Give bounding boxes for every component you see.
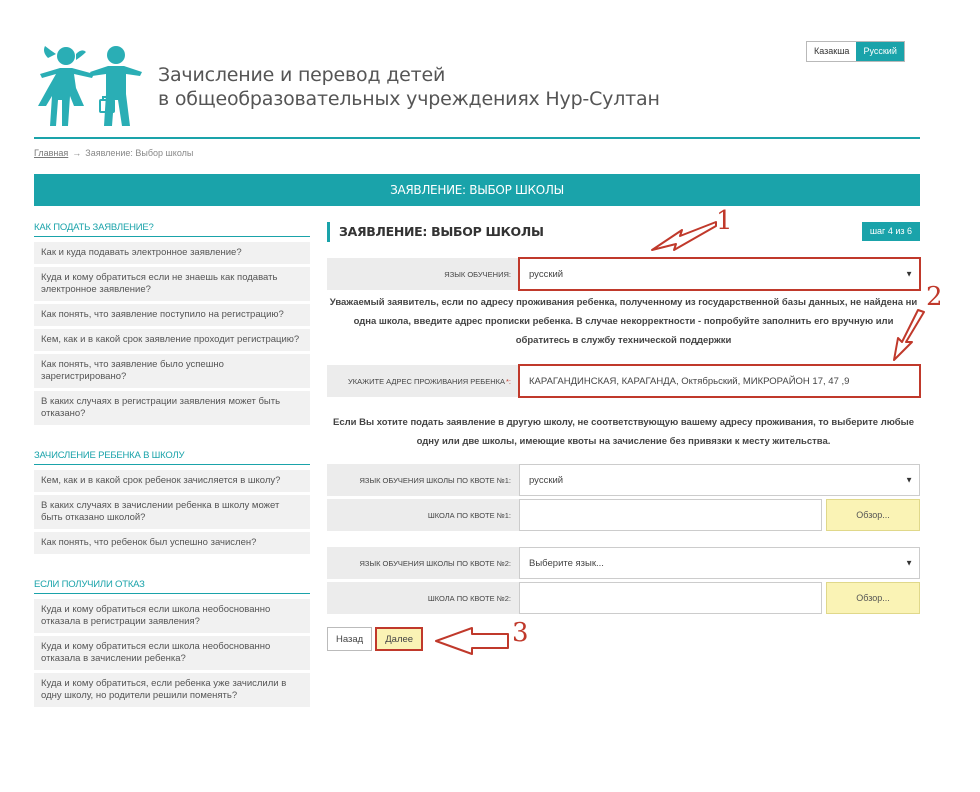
quota1-school-label: ШКОЛА ПО КВОТЕ №1: [327,499,519,531]
chevron-down-icon: ▼ [905,558,913,568]
quota1-language-row [327,464,920,496]
address-input[interactable]: КАРАГАНДИНСКАЯ, КАРАГАНДА, Октябрьский, МИКРОРАЙОН 17, 47 ,9 [519,365,920,397]
sidebar [34,222,310,710]
sidebar-item[interactable]: Как и куда подавать электронное заявление? [34,242,310,264]
address-label [327,365,519,397]
annotation-number-3: 3 [512,618,529,648]
site-title [158,63,660,111]
sidebar-item[interactable]: В каких случаях в зачислении ребенка в школу может быть отказано школой? [34,495,310,529]
sidebar-item[interactable]: В каких случаях в регистрации заявления может быть отказано? [34,391,310,425]
site-title-line1: Зачисление и перевод детей [158,64,446,86]
quota1-browse-button[interactable]: Обзор... [826,499,920,531]
sidebar-item[interactable]: Куда и кому обратиться если не знаешь как подавать электронное заявление? [34,267,310,301]
lang-kazakh-button[interactable]: Казакша [807,42,856,61]
annotation-arrow-1 [640,212,720,258]
breadcrumb-home-link[interactable]: Главная [34,148,69,158]
quota1-language-value: русский [529,474,564,486]
quota2-school-label: ШКОЛА ПО КВОТЕ №2: [327,582,519,614]
chevron-down-icon: ▼ [905,269,913,279]
quota2-browse-button[interactable]: Обзор... [826,582,920,614]
chevron-down-icon: ▼ [905,475,913,485]
quota1-school-input[interactable] [519,499,822,531]
required-mark: *: [505,376,511,386]
language-select-value: русский [529,268,564,280]
form-actions [327,627,423,651]
header-divider [34,137,920,139]
breadcrumb-current: Заявление: Выбор школы [85,148,194,158]
quota2-school-row [327,582,920,614]
sidebar-heading: ЕСЛИ ПОЛУЧИЛИ ОТКАЗ [34,579,310,594]
sidebar-heading: ЗАЧИСЛЕНИЕ РЕБЕНКА В ШКОЛУ [34,450,310,465]
children-logo-icon [36,44,146,128]
sidebar-item[interactable]: Куда и кому обратиться, если ребенка уже зачислили в одну школу, но родители решили поменять? [34,673,310,707]
address-row [327,365,920,397]
page-banner: ЗАЯВЛЕНИЕ: ВЫБОР ШКОЛЫ [34,174,920,206]
sidebar-group-enrollment [34,450,310,554]
sidebar-item[interactable]: Как понять, что заявление поступило на регистрацию? [34,304,310,326]
sidebar-heading: КАК ПОДАТЬ ЗАЯВЛЕНИЕ? [34,222,310,237]
sidebar-item[interactable]: Как понять, что заявление было успешно зарегистрировано? [34,354,310,388]
lang-russian-button[interactable]: Русский [856,42,903,61]
quota2-language-row [327,547,920,579]
language-switch [806,41,905,62]
sidebar-item[interactable]: Кем, как и в какой срок ребенок зачисляется в школу? [34,470,310,492]
quota2-language-label: ЯЗЫК ОБУЧЕНИЯ ШКОЛЫ ПО КВОТЕ №2: [327,547,519,579]
site-title-line2: в общеобразовательных учреждениях Нур-Султан [158,88,660,110]
annotation-number-1: 1 [716,206,733,236]
language-row [327,258,920,290]
address-notice: Уважаемый заявитель, если по адресу проживания ребенка, полученному из государственной базы данных, не найдена ни одна школа, введите адрес прописки ребенка. В случае некорректности - попробуйте заполнить его вручную или обратитесь в службу технической поддержки [329,297,918,346]
annotation-number-2: 2 [926,282,943,312]
sidebar-item[interactable]: Как понять, что ребенок был успешно зачислен? [34,532,310,554]
sidebar-item[interactable]: Куда и кому обратиться если школа необоснованно отказала в регистрации заявления? [34,599,310,633]
back-button[interactable]: Назад [327,627,372,651]
sidebar-group-refusal [34,579,310,707]
language-label: ЯЗЫК ОБУЧЕНИЯ: [327,258,519,290]
quota2-school-input[interactable] [519,582,822,614]
quota2-language-value: Выберите язык... [529,557,604,569]
sidebar-item[interactable]: Куда и кому обратиться если школа необоснованно отказала в зачислении ребенка? [34,636,310,670]
quota1-language-select[interactable] [519,464,920,496]
quota1-school-row [327,499,920,531]
quota2-language-select[interactable] [519,547,920,579]
address-label-text: УКАЖИТЕ АДРЕС ПРОЖИВАНИЯ РЕБЕНКА [348,376,505,386]
breadcrumb [34,148,193,158]
quota1-language-label: ЯЗЫК ОБУЧЕНИЯ ШКОЛЫ ПО КВОТЕ №1: [327,464,519,496]
section-title: ЗАЯВЛЕНИЕ: ВЫБОР ШКОЛЫ [327,222,544,242]
annotation-arrow-3 [432,624,512,658]
sidebar-group-how-to-apply [34,222,310,425]
sidebar-item[interactable]: Кем, как и в какой срок заявление проходит регистрацию? [34,329,310,351]
language-select[interactable] [519,258,920,290]
breadcrumb-separator: → [72,148,82,158]
next-button[interactable]: Далее [375,627,423,651]
quota-notice: Если Вы хотите подать заявление в другую школу, не соответствующую вашему адресу проживания, то выберите любые одну или две школы, имеющие квоты на зачисление без привязки к месту жительства. [333,417,914,447]
step-badge: шаг 4 из 6 [862,222,920,241]
